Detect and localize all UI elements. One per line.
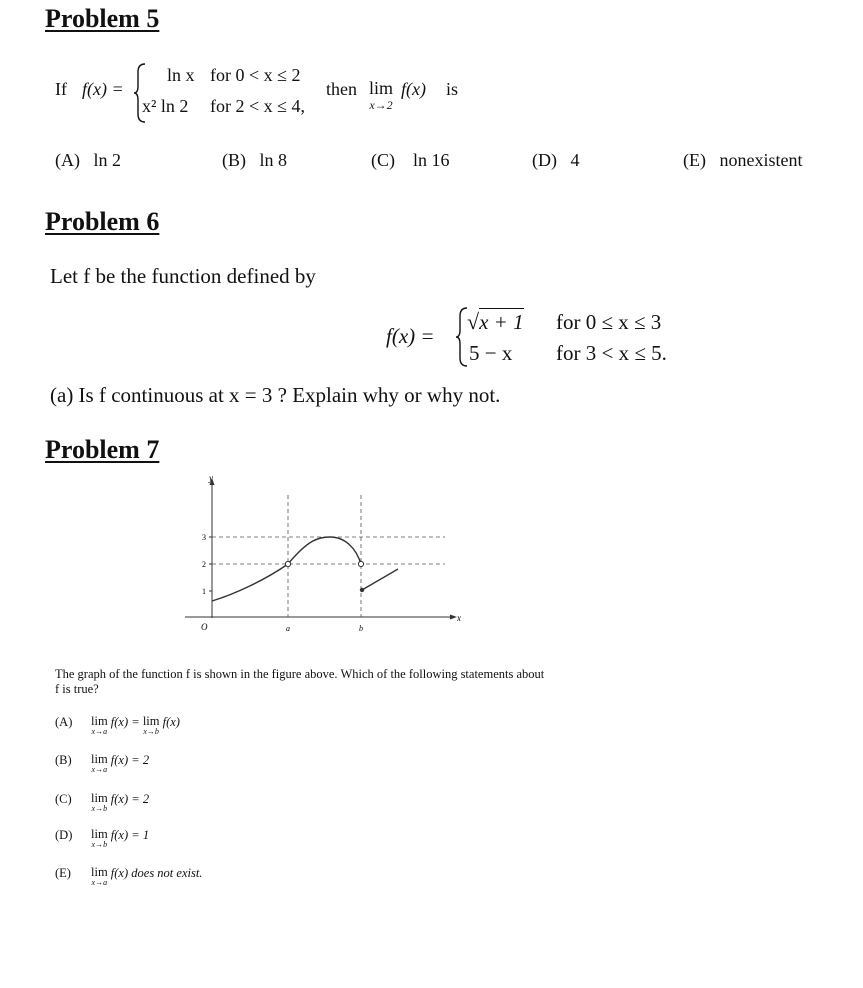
p7-question-line1: The graph of the function f is shown in the figure above. Which of the following statements about	[55, 667, 545, 681]
p7-choice-e[interactable]	[55, 866, 202, 887]
p7-choice-b-expr: f(x) = 2	[110, 753, 150, 767]
p5-choice-d-text: 4	[570, 150, 580, 170]
p5-is-text: is	[446, 79, 459, 99]
p5-choice-d-label: (D)	[532, 150, 557, 170]
p7-choice-b-label: (B)	[55, 753, 72, 767]
p7-choice-e-expr: f(x) does not exist.	[110, 866, 203, 880]
p6-case2-expr: 5 − x	[469, 341, 513, 365]
p7-choice-d-lim: lim	[91, 827, 108, 841]
p5-choice-a-label: (A)	[55, 150, 80, 170]
y-tick-label-2: 2	[202, 560, 206, 569]
p6-case1-cond: for 0 ≤ x ≤ 3	[556, 310, 662, 334]
p7-choice-e-label: (E)	[55, 866, 71, 880]
p7-choice-d[interactable]	[55, 828, 149, 849]
p5-if-text: If	[55, 79, 67, 99]
p7-choice-a-lim2: lim	[142, 714, 160, 728]
p5-fx-label: f(x) =	[82, 79, 124, 99]
x-tick-label-b: b	[359, 624, 363, 633]
problem-7-heading: Problem 7	[45, 435, 160, 464]
p7-choice-b[interactable]	[55, 753, 149, 774]
p7-choice-c-label: (C)	[55, 792, 72, 806]
p7-choice-a[interactable]	[55, 715, 180, 736]
p5-choice-a[interactable]	[55, 150, 121, 171]
p5-choice-b[interactable]	[222, 150, 287, 171]
p7-choice-c-expr: f(x) = 2	[110, 792, 150, 806]
p7-question-line2: f is true?	[55, 682, 99, 696]
p5-case1-cond: for 0 < x ≤ 2	[210, 65, 301, 85]
p6-case2-cond: for 3 < x ≤ 5.	[556, 341, 667, 365]
p7-choice-c[interactable]	[55, 792, 149, 813]
p5-choice-c-label: (C)	[371, 150, 395, 170]
p5-choice-b-text: ln 8	[259, 150, 288, 170]
p7-choice-a-lim: lim	[91, 714, 108, 728]
p7-choice-a-sub2: x→b	[143, 726, 159, 736]
p6-fx-label: f(x) =	[386, 324, 435, 348]
p5-choice-b-label: (B)	[222, 150, 246, 170]
p7-choice-c-lim: lim	[91, 791, 108, 805]
p7-choice-d-label: (D)	[55, 828, 73, 842]
p5-choice-e-label: (E)	[683, 150, 706, 170]
p5-choice-e-text: nonexistent	[719, 150, 803, 170]
p5-choice-a-text: ln 2	[93, 150, 122, 170]
x-tick-label-a: a	[286, 624, 290, 633]
open-point-a	[285, 561, 290, 566]
y-tick-label-3: 3	[202, 533, 206, 542]
origin-label: O	[201, 622, 208, 632]
x-axis-arrow-icon	[450, 615, 457, 620]
p6-intro: Let f be the function defined by	[50, 264, 316, 288]
p5-choice-c-text: ln 16	[413, 150, 450, 170]
closed-point-b	[360, 588, 364, 592]
p7-choice-a-expr2: f(x)	[162, 715, 180, 729]
p6-sqrt-radicand: x + 1	[479, 310, 524, 334]
curve-hump-segment	[288, 537, 361, 564]
p7-choice-d-sub: x→b	[91, 839, 108, 849]
p7-choice-d-expr: f(x) = 1	[110, 828, 150, 842]
p7-choice-a-label: (A)	[55, 715, 73, 729]
p5-lim-fx: f(x)	[401, 79, 426, 99]
p5-choice-c[interactable]	[371, 150, 450, 171]
curve-right-segment	[362, 569, 398, 590]
y-axis-label: y	[209, 473, 213, 483]
x-axis-label: x	[457, 613, 461, 623]
problem-5-heading: Problem 5	[45, 4, 160, 33]
p7-choice-a-sub: x→a	[91, 726, 108, 736]
p5-case2-expr: x² ln 2	[142, 96, 189, 116]
p7-choice-e-lim: lim	[91, 865, 108, 879]
y-tick-label-1: 1	[202, 587, 206, 596]
p7-choice-a-expr: f(x) =	[110, 715, 140, 729]
p7-choice-b-sub: x→a	[91, 764, 108, 774]
p7-choice-c-sub: x→b	[91, 803, 108, 813]
p5-choice-e[interactable]	[683, 150, 802, 171]
p5-limit	[369, 79, 393, 111]
p7-choice-b-lim: lim	[91, 752, 108, 766]
open-point-b	[358, 561, 363, 566]
p5-case2-cond: for 2 < x ≤ 4,	[210, 96, 306, 116]
problem-6-heading: Problem 6	[45, 207, 160, 236]
p7-choice-e-sub: x→a	[91, 877, 108, 887]
curve-left-segment	[212, 564, 288, 601]
p5-case1-expr: ln x	[167, 65, 195, 85]
p5-choice-d[interactable]	[532, 150, 580, 171]
p5-then-text: then	[326, 79, 357, 99]
p7-graph	[180, 470, 470, 640]
p6-case1-expr: √x + 1	[467, 309, 524, 334]
p6-question-a: (a) Is f continuous at x = 3 ? Explain why or why not.	[50, 383, 501, 407]
p5-lim-subscript: x→2	[369, 98, 393, 112]
p5-lim-word: lim	[369, 78, 394, 98]
